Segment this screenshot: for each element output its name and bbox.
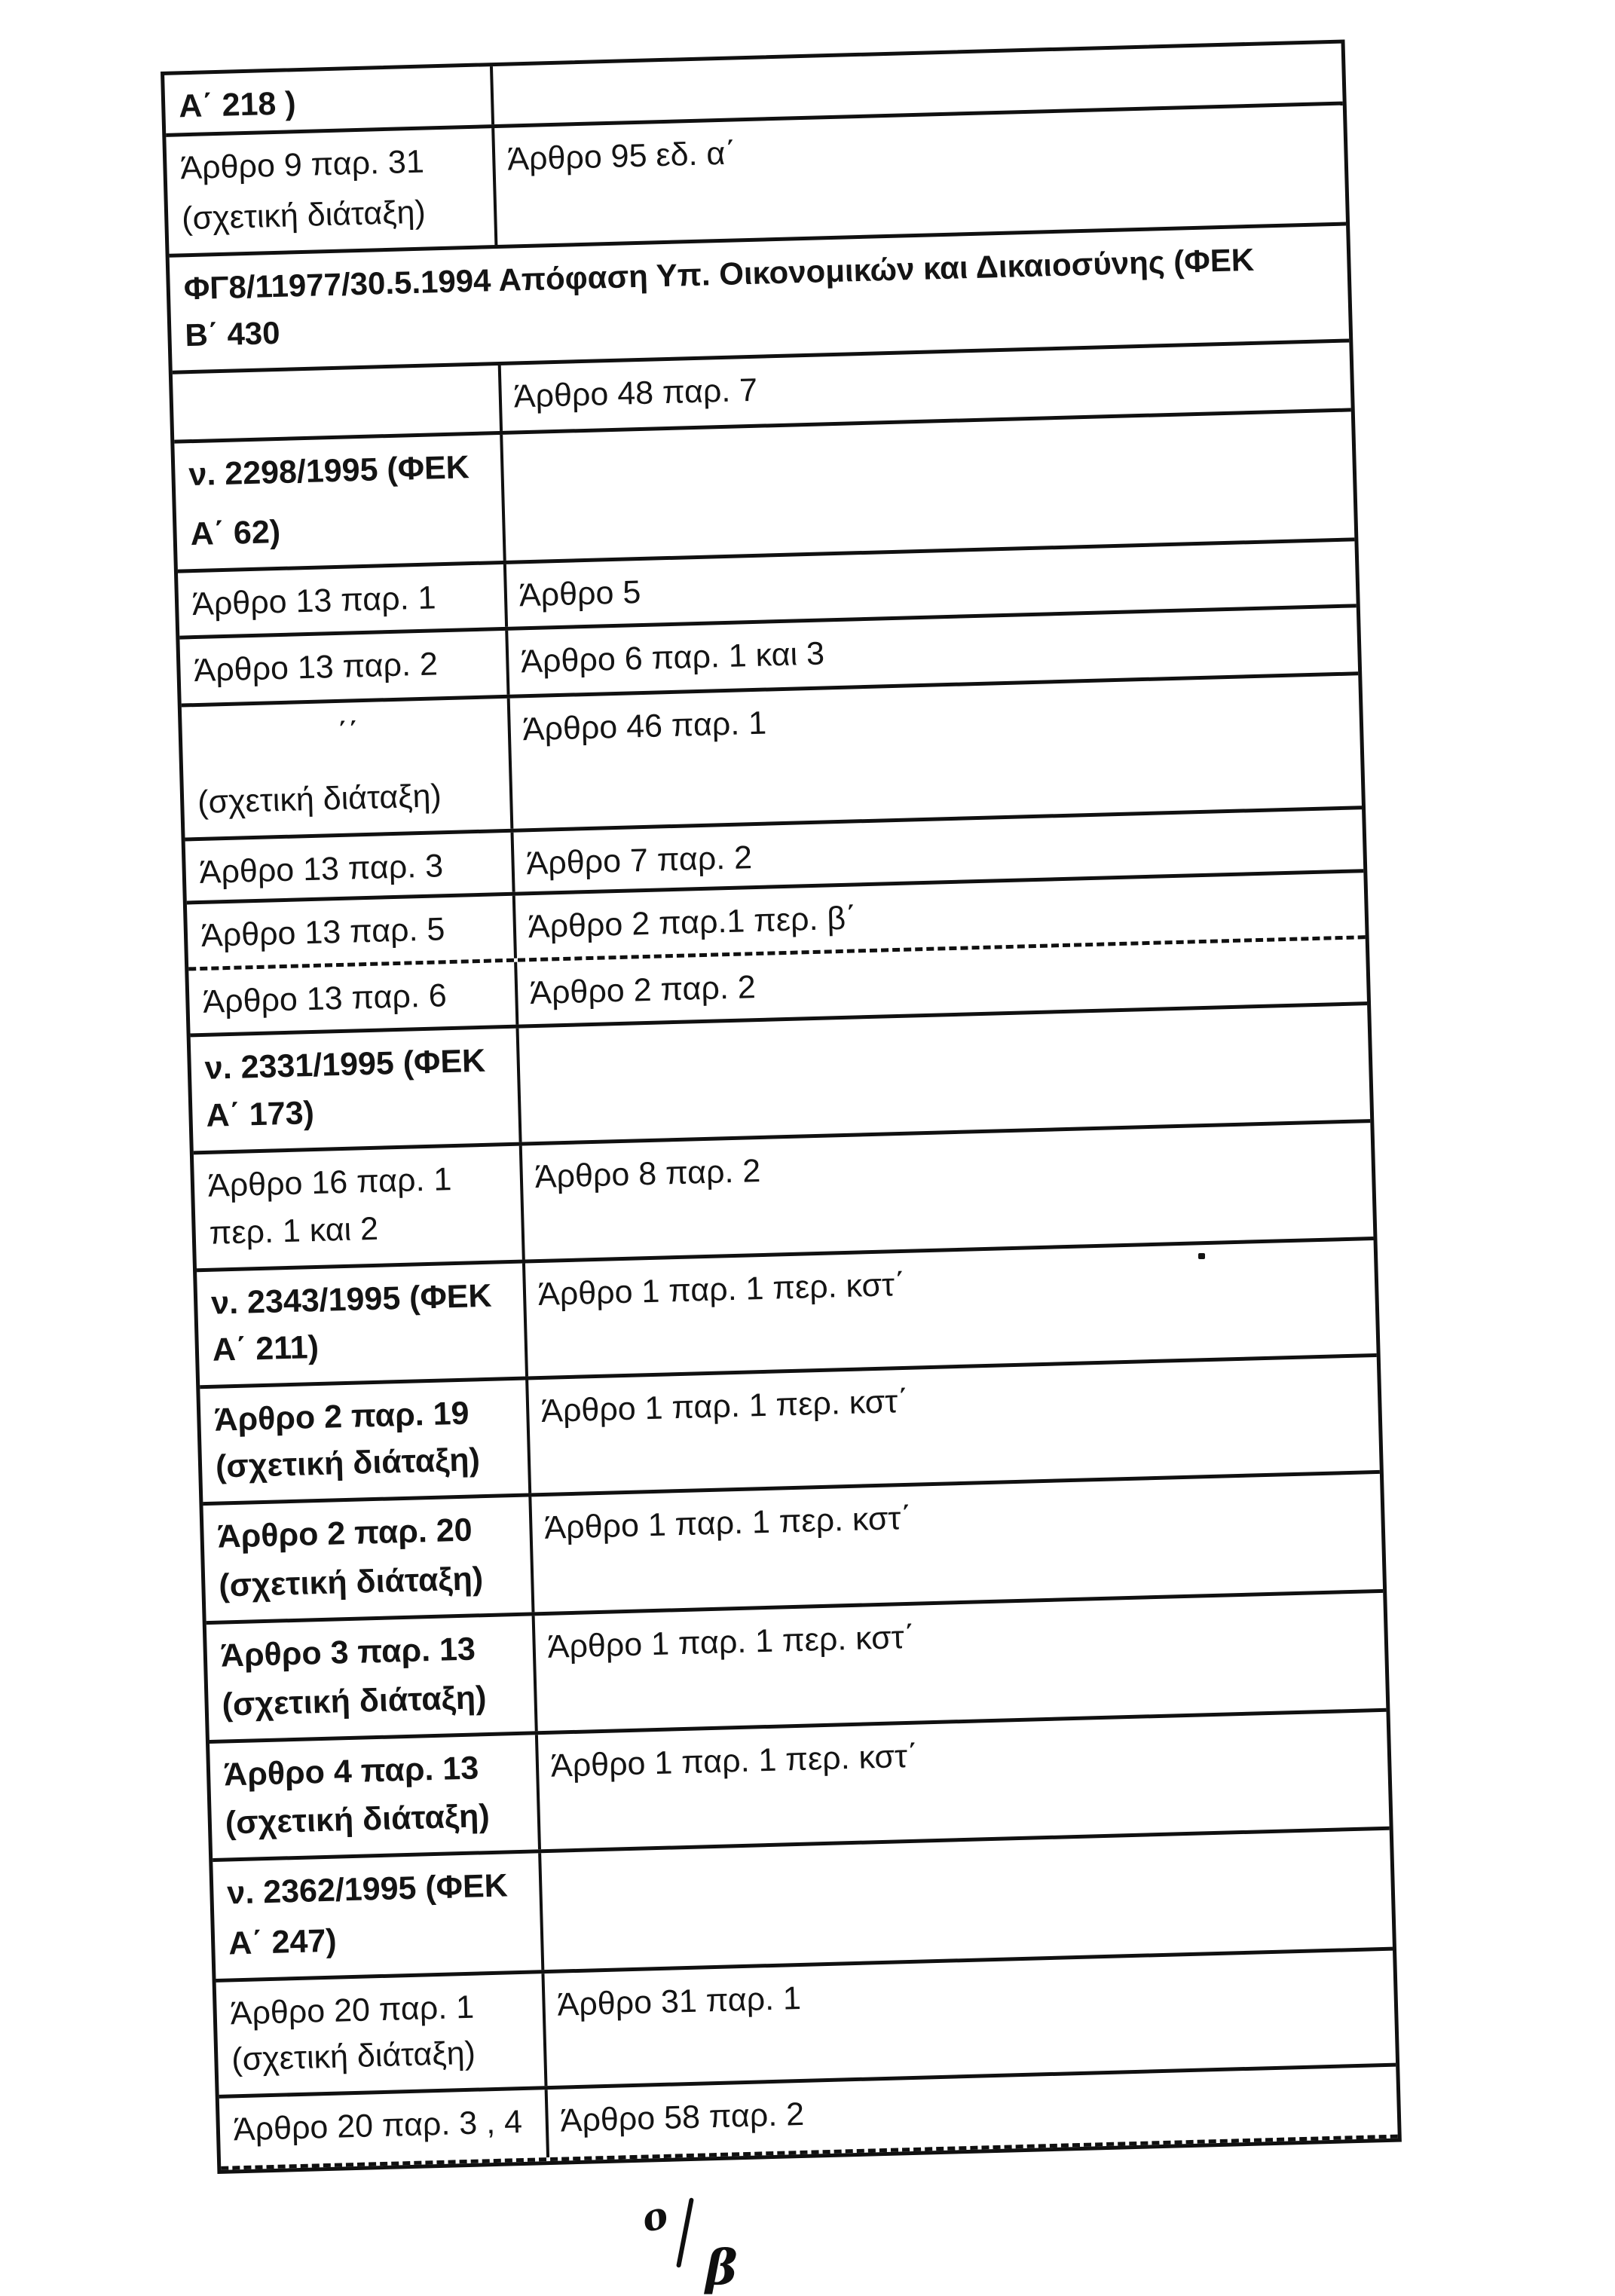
cell-line: Άρθρο 46 παρ. 1 — [522, 705, 767, 748]
cell-line: Α΄ 218 ) — [178, 85, 297, 125]
cell-line: (σχετική διάταξη) — [222, 1680, 488, 1723]
cell-line: (σχετική διάταξη) — [215, 1441, 481, 1485]
cell-line: Άρθρο 5 — [518, 574, 641, 614]
cell-line: ΄΄ — [336, 716, 359, 753]
cell-line: Β΄ 430 — [184, 314, 281, 353]
old-provision-cell — [206, 1616, 538, 1740]
old-provision-cell — [213, 1853, 544, 1979]
cell-line: Άρθρο 95 εδ. α΄ — [506, 135, 737, 178]
cell-line: Άρθρο 2 παρ. 20 — [216, 1512, 473, 1555]
old-provision-cell — [173, 365, 503, 440]
cell-line: Άρθρο 2 παρ. 19 — [213, 1395, 470, 1438]
new-provision-cell — [544, 1951, 1396, 2086]
cell-line: Άρθρο 48 παρ. 7 — [513, 371, 758, 415]
cell-line: Άρθρο 1 παρ. 1 περ. κστ΄ — [543, 1500, 913, 1546]
old-provision-cell — [185, 833, 515, 901]
cell-line: ν. 2298/1995 (ΦΕΚ — [188, 449, 470, 494]
old-provision-cell — [200, 1380, 531, 1502]
cell-line: Άρθρο 2 παρ.1 περ. β΄ — [528, 900, 858, 946]
cell-line: ν. 2331/1995 (ΦΕΚ — [204, 1042, 486, 1087]
new-provision-cell — [519, 1005, 1371, 1142]
handwritten-letter-top: ο — [637, 2191, 673, 2242]
new-provision-cell — [510, 675, 1362, 828]
cell-line: Άρθρο 13 παρ. 2 — [193, 646, 439, 689]
old-provision-cell — [164, 66, 494, 133]
cell-line: Άρθρο 58 παρ. 2 — [560, 2096, 805, 2139]
old-provision-cell — [188, 962, 518, 1034]
cell-line: Άρθρο 13 παρ. 6 — [202, 977, 448, 1020]
cell-line: Άρθρο 16 παρ. 1 — [207, 1161, 452, 1204]
old-provision-cell — [166, 128, 497, 254]
old-provision-cell — [210, 1735, 541, 1858]
old-provision-cell — [203, 1497, 535, 1621]
cell-line: ν. 2362/1995 (ΦΕΚ — [226, 1867, 509, 1912]
cell-line: Άρθρο 13 παρ. 5 — [200, 911, 445, 954]
cell-line: (σχετική διάταξη) — [231, 2035, 476, 2078]
cell-line: Άρθρο 1 παρ. 1 περ. κστ΄ — [550, 1738, 919, 1784]
old-provision-cell — [219, 2090, 549, 2166]
old-provision-cell — [187, 896, 517, 968]
new-provision-cell — [538, 1712, 1390, 1849]
cell-line: περ. 1 και 2 — [209, 1210, 379, 1252]
cell-line: Άρθρο 6 παρ. 1 και 3 — [520, 635, 825, 680]
cell-line: (σχετική διάταξη) — [218, 1561, 484, 1604]
cell-line: Άρθρο 1 παρ. 1 περ. κστ΄ — [537, 1266, 906, 1313]
new-provision-cell — [535, 1593, 1387, 1731]
old-provision-cell — [194, 1146, 525, 1269]
old-provision-cell — [179, 631, 509, 704]
old-provision-cell — [182, 699, 514, 838]
cell-line: Άρθρο 4 παρ. 13 — [223, 1750, 479, 1793]
cell-line: Άρθρο 2 παρ. 2 — [529, 969, 757, 1012]
cell-line: Α΄ 211) — [212, 1328, 320, 1368]
cell-line: (σχετική διάταξη) — [197, 778, 442, 821]
cell-line: Άρθρο 1 παρ. 1 περ. κστ΄ — [540, 1383, 910, 1429]
cell-line: Άρθρο 8 παρ. 2 — [534, 1153, 761, 1196]
old-provision-cell — [174, 435, 506, 570]
cell-line: Α΄ 173) — [205, 1095, 315, 1134]
cell-line: Άρθρο 3 παρ. 13 — [220, 1631, 476, 1674]
old-provision-cell — [191, 1029, 522, 1151]
old-provision-cell — [197, 1263, 528, 1385]
cell-line: Άρθρο 13 παρ. 1 — [191, 579, 437, 623]
cell-line: ν. 2343/1995 (ΦΕΚ — [210, 1277, 493, 1322]
cell-line: ΦΓ8/11977/30.5.1994 Απόφαση Υπ. Οικονομικών και Δικαιοσύνης (ΦΕΚ — [183, 241, 1255, 307]
cell-line: Άρθρο 20 παρ. 3 , 4 — [233, 2104, 523, 2148]
handwritten-letter-bottom: β — [705, 2239, 738, 2296]
cell-line: Άρθρο 9 παρ. 31 — [179, 143, 425, 187]
handwritten-slash — [676, 2197, 694, 2267]
old-provision-cell — [178, 564, 508, 636]
new-provision-cell — [541, 1830, 1393, 1970]
cell-line: Α΄ 62) — [189, 513, 281, 553]
new-provision-cell — [528, 1357, 1380, 1493]
cell-line: Α΄ 247) — [228, 1922, 338, 1962]
new-provision-cell — [522, 1123, 1374, 1259]
new-provision-cell — [531, 1474, 1383, 1612]
correspondence-table — [161, 39, 1402, 2174]
old-provision-cell — [216, 1973, 548, 2095]
cell-line: Άρθρο 20 παρ. 1 — [230, 1989, 475, 2032]
cell-line: Άρθρο 31 παρ. 1 — [556, 1980, 802, 2023]
ink-speck — [1198, 1253, 1205, 1259]
cell-line: (σχετική διάταξη) — [225, 1798, 491, 1842]
cell-line: Άρθρο 7 παρ. 2 — [525, 839, 753, 882]
cell-line: (σχετική διάταξη) — [181, 194, 427, 237]
new-provision-cell — [525, 1240, 1377, 1376]
cell-line: Άρθρο 1 παρ. 1 περ. κστ΄ — [547, 1619, 916, 1665]
new-provision-cell — [494, 105, 1346, 245]
new-provision-cell — [503, 411, 1354, 560]
cell-line: Άρθρο 13 παρ. 3 — [199, 848, 444, 891]
